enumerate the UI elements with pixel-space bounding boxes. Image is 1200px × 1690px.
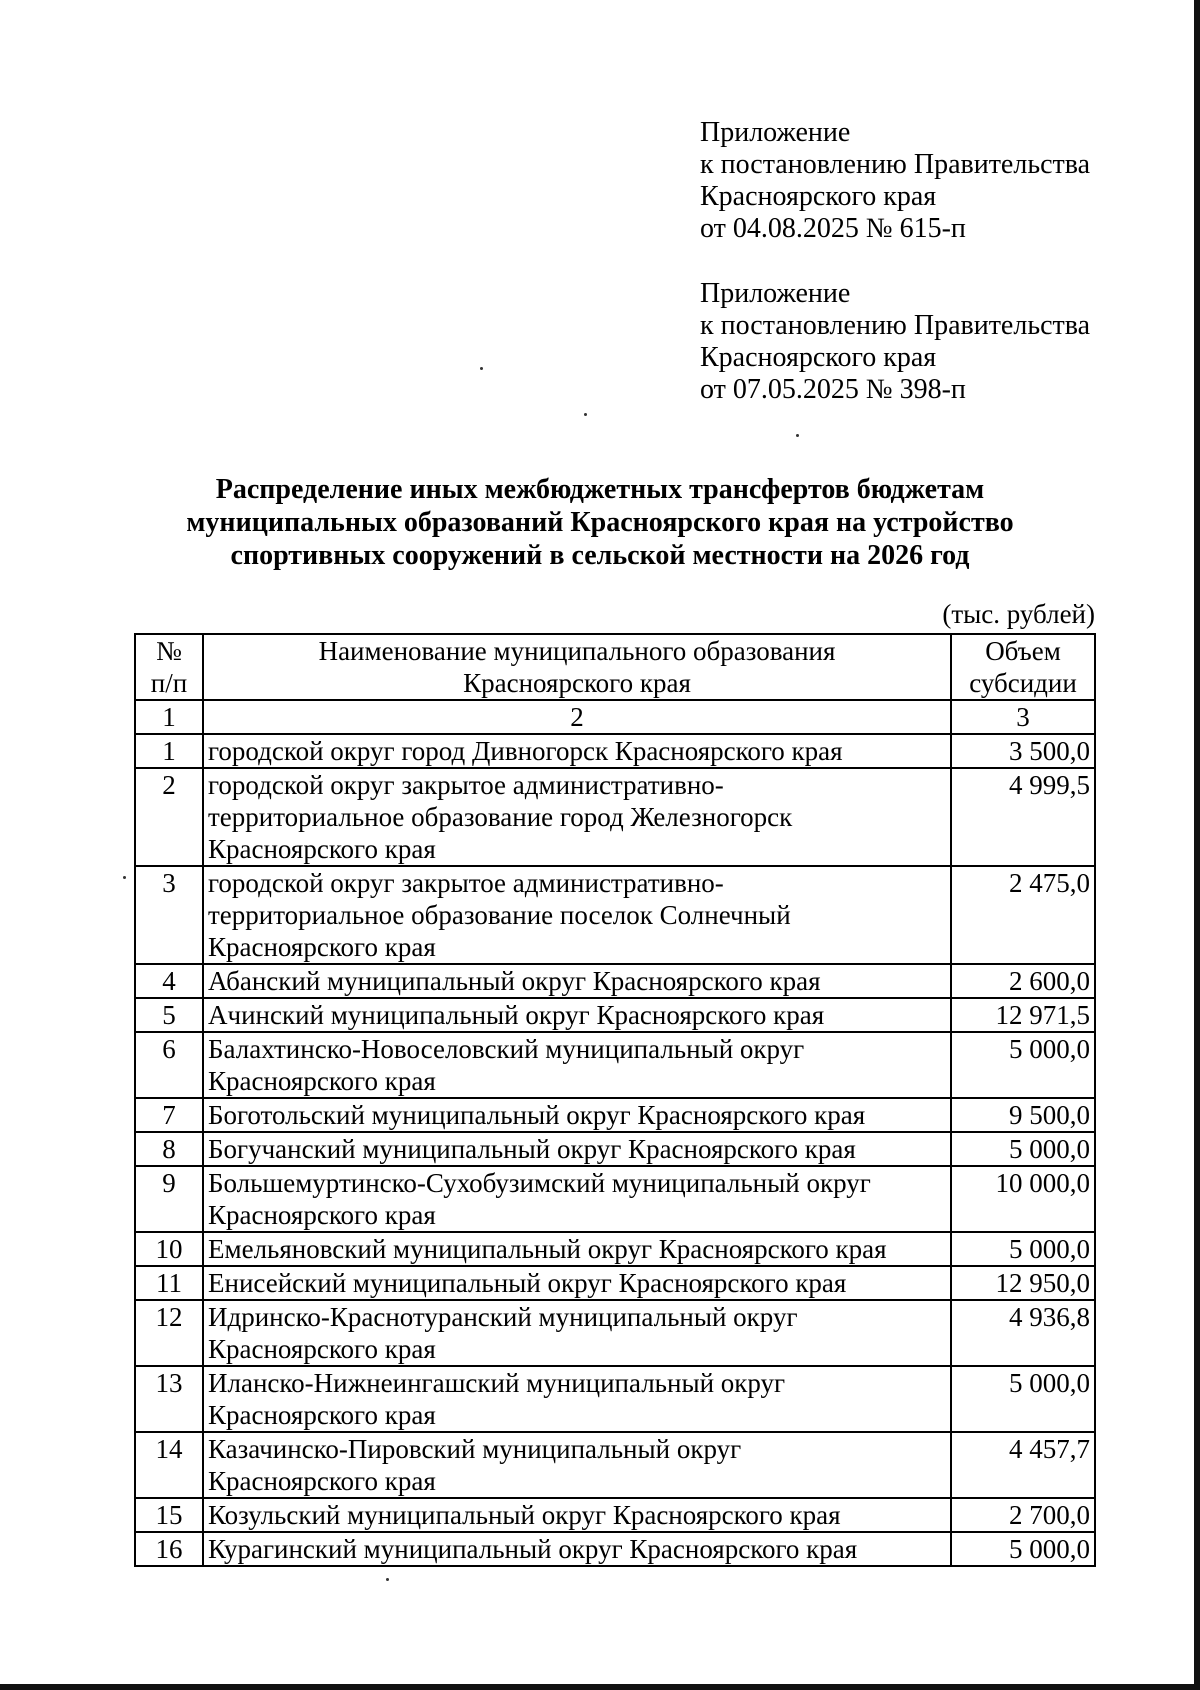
- subsidy-amount: 5 000,0: [951, 1132, 1095, 1166]
- appendix-line: от 07.05.2025 № 398-п: [700, 374, 966, 405]
- scan-border-right: [1194, 0, 1200, 1690]
- header-line: Наименование муниципального образования: [318, 636, 836, 666]
- subsidy-amount: 5 000,0: [951, 1032, 1095, 1098]
- subsidy-amount: 2 475,0: [951, 866, 1095, 964]
- column-number: 3: [951, 700, 1095, 734]
- row-number: 14: [135, 1432, 203, 1498]
- table-row: [135, 1432, 1095, 1498]
- municipality-name-line: Балахтинско-Новоселовский муниципальный округ: [208, 1034, 805, 1064]
- appendix-line: Красноярского края: [700, 181, 937, 212]
- municipality-name: [203, 964, 951, 998]
- municipality-name-line: Курагинский муниципальный округ Красноярского края: [208, 1534, 858, 1564]
- scan-speck: [386, 1578, 389, 1581]
- municipality-name: [203, 1432, 951, 1498]
- row-number: 2: [135, 768, 203, 866]
- header-name: [203, 634, 951, 700]
- municipality-name: [203, 1300, 951, 1366]
- municipality-name-line: городской округ закрытое административно-: [208, 770, 724, 800]
- subsidy-amount: 12 971,5: [951, 998, 1095, 1032]
- scan-speck: [123, 876, 126, 879]
- table-body: [135, 634, 1095, 1566]
- municipality-name: [203, 1366, 951, 1432]
- municipality-name: [203, 866, 951, 964]
- table-row: [135, 1266, 1095, 1300]
- subsidy-amount: 4 936,8: [951, 1300, 1095, 1366]
- municipality-name-line: Казачинско-Пировский муниципальный округ: [208, 1434, 742, 1464]
- table-row: [135, 1300, 1095, 1366]
- municipality-name: [203, 1166, 951, 1232]
- appendix-block-previous: [700, 278, 1120, 406]
- subsidy-amount: 5 000,0: [951, 1366, 1095, 1432]
- row-number: 8: [135, 1132, 203, 1166]
- title-line: муниципальных образований Красноярского края на устройство: [186, 507, 1014, 538]
- municipality-name-line: территориальное образование город Железногорск: [208, 802, 793, 832]
- municipality-name-line: городской округ город Дивногорск Красноярского края: [208, 736, 843, 766]
- table-row: [135, 964, 1095, 998]
- municipality-name-line: Красноярского края: [208, 1334, 436, 1364]
- appendix-line: от 04.08.2025 № 615-п: [700, 213, 966, 244]
- municipality-name: [203, 1498, 951, 1532]
- municipality-name-line: Иланско-Нижнеингашский муниципальный округ: [208, 1368, 786, 1398]
- header-line: №: [156, 636, 182, 666]
- header-line: Красноярского края: [463, 668, 691, 698]
- row-number: 11: [135, 1266, 203, 1300]
- scan-speck: [796, 434, 799, 437]
- table-row: [135, 768, 1095, 866]
- municipality-name-line: территориальное образование поселок Солнечный: [208, 900, 791, 930]
- row-number: 6: [135, 1032, 203, 1098]
- table-row: [135, 734, 1095, 768]
- municipality-name-line: Красноярского края: [208, 1200, 436, 1230]
- row-number: 16: [135, 1532, 203, 1566]
- row-number: 3: [135, 866, 203, 964]
- row-number: 10: [135, 1232, 203, 1266]
- appendix-line: Приложение: [700, 117, 851, 148]
- row-number: 1: [135, 734, 203, 768]
- unit-label: (тыс. рублей): [942, 599, 1095, 629]
- municipality-name-line: Енисейский муниципальный округ Красноярского края: [208, 1268, 847, 1298]
- subsidy-amount: 5 000,0: [951, 1232, 1095, 1266]
- header-line: п/п: [150, 668, 188, 698]
- row-number: 4: [135, 964, 203, 998]
- table-row: [135, 1532, 1095, 1566]
- scan-border-bottom: [0, 1684, 1200, 1690]
- table-row: [135, 1232, 1095, 1266]
- municipality-name: [203, 998, 951, 1032]
- municipality-name: [203, 1266, 951, 1300]
- municipality-name: [203, 734, 951, 768]
- municipality-name-line: Красноярского края: [208, 1400, 436, 1430]
- municipality-name-line: Идринско-Краснотуранский муниципальный округ: [208, 1302, 798, 1332]
- table-row: [135, 1366, 1095, 1432]
- header-num: [135, 634, 203, 700]
- row-number: 15: [135, 1498, 203, 1532]
- row-number: 12: [135, 1300, 203, 1366]
- subsidy-amount: 12 950,0: [951, 1266, 1095, 1300]
- subsidy-amount: 10 000,0: [951, 1166, 1095, 1232]
- municipality-name: [203, 1032, 951, 1098]
- subsidy-amount: 5 000,0: [951, 1532, 1095, 1566]
- municipality-name-line: Красноярского края: [208, 1466, 436, 1496]
- table-row: [135, 1132, 1095, 1166]
- municipality-name-line: Большемуртинско-Сухобузимский муниципальный округ: [208, 1168, 871, 1198]
- row-number: 9: [135, 1166, 203, 1232]
- table-header-row: [135, 634, 1095, 700]
- row-number: 5: [135, 998, 203, 1032]
- appendix-line: к постановлению Правительства: [700, 149, 1091, 180]
- municipality-name-line: Емельяновский муниципальный округ Красноярского края: [208, 1234, 887, 1264]
- column-number: 1: [135, 700, 203, 734]
- title-line: спортивных сооружений в сельской местности на 2026 год: [230, 540, 970, 571]
- header-value: [951, 634, 1095, 700]
- subsidy-amount: 4 999,5: [951, 768, 1095, 866]
- municipality-name-line: Абанский муниципальный округ Красноярского края: [208, 966, 821, 996]
- scan-speck: [584, 413, 587, 416]
- table-row: [135, 1498, 1095, 1532]
- row-number: 13: [135, 1366, 203, 1432]
- table-row: [135, 1098, 1095, 1132]
- distribution-table: [134, 633, 1096, 1567]
- municipality-name-line: Козульский муниципальный округ Красноярского края: [208, 1500, 841, 1530]
- municipality-name: [203, 1098, 951, 1132]
- header-line: субсидии: [969, 668, 1077, 698]
- column-number: 2: [203, 700, 951, 734]
- table-row: [135, 1166, 1095, 1232]
- column-number-row: [135, 700, 1095, 734]
- header-line: Объем: [985, 636, 1061, 666]
- municipality-name-line: Красноярского края: [208, 834, 436, 864]
- appendix-line: Красноярского края: [700, 342, 937, 373]
- subsidy-amount: 9 500,0: [951, 1098, 1095, 1132]
- subsidy-amount: 2 600,0: [951, 964, 1095, 998]
- municipality-name: [203, 1532, 951, 1566]
- appendix-block-current: [700, 117, 1120, 245]
- municipality-name-line: Ачинский муниципальный округ Красноярского края: [208, 1000, 825, 1030]
- row-number: 7: [135, 1098, 203, 1132]
- table-row: [135, 998, 1095, 1032]
- municipality-name-line: Красноярского края: [208, 932, 436, 962]
- municipality-name: [203, 1232, 951, 1266]
- municipality-name-line: городской округ закрытое административно-: [208, 868, 724, 898]
- subsidy-amount: 4 457,7: [951, 1432, 1095, 1498]
- table-row: [135, 866, 1095, 964]
- document-title: [130, 473, 1070, 572]
- appendix-line: Приложение: [700, 278, 851, 309]
- municipality-name: [203, 768, 951, 866]
- table-row: [135, 1032, 1095, 1098]
- municipality-name-line: Богучанский муниципальный округ Красноярского края: [208, 1134, 856, 1164]
- municipality-name: [203, 1132, 951, 1166]
- subsidy-amount: 3 500,0: [951, 734, 1095, 768]
- municipality-name-line: Красноярского края: [208, 1066, 436, 1096]
- scan-speck: [480, 367, 483, 370]
- municipality-name-line: Боготольский муниципальный округ Красноярского края: [208, 1100, 866, 1130]
- appendix-line: к постановлению Правительства: [700, 310, 1091, 341]
- title-line: Распределение иных межбюджетных трансфертов бюджетам: [215, 474, 985, 505]
- subsidy-amount: 2 700,0: [951, 1498, 1095, 1532]
